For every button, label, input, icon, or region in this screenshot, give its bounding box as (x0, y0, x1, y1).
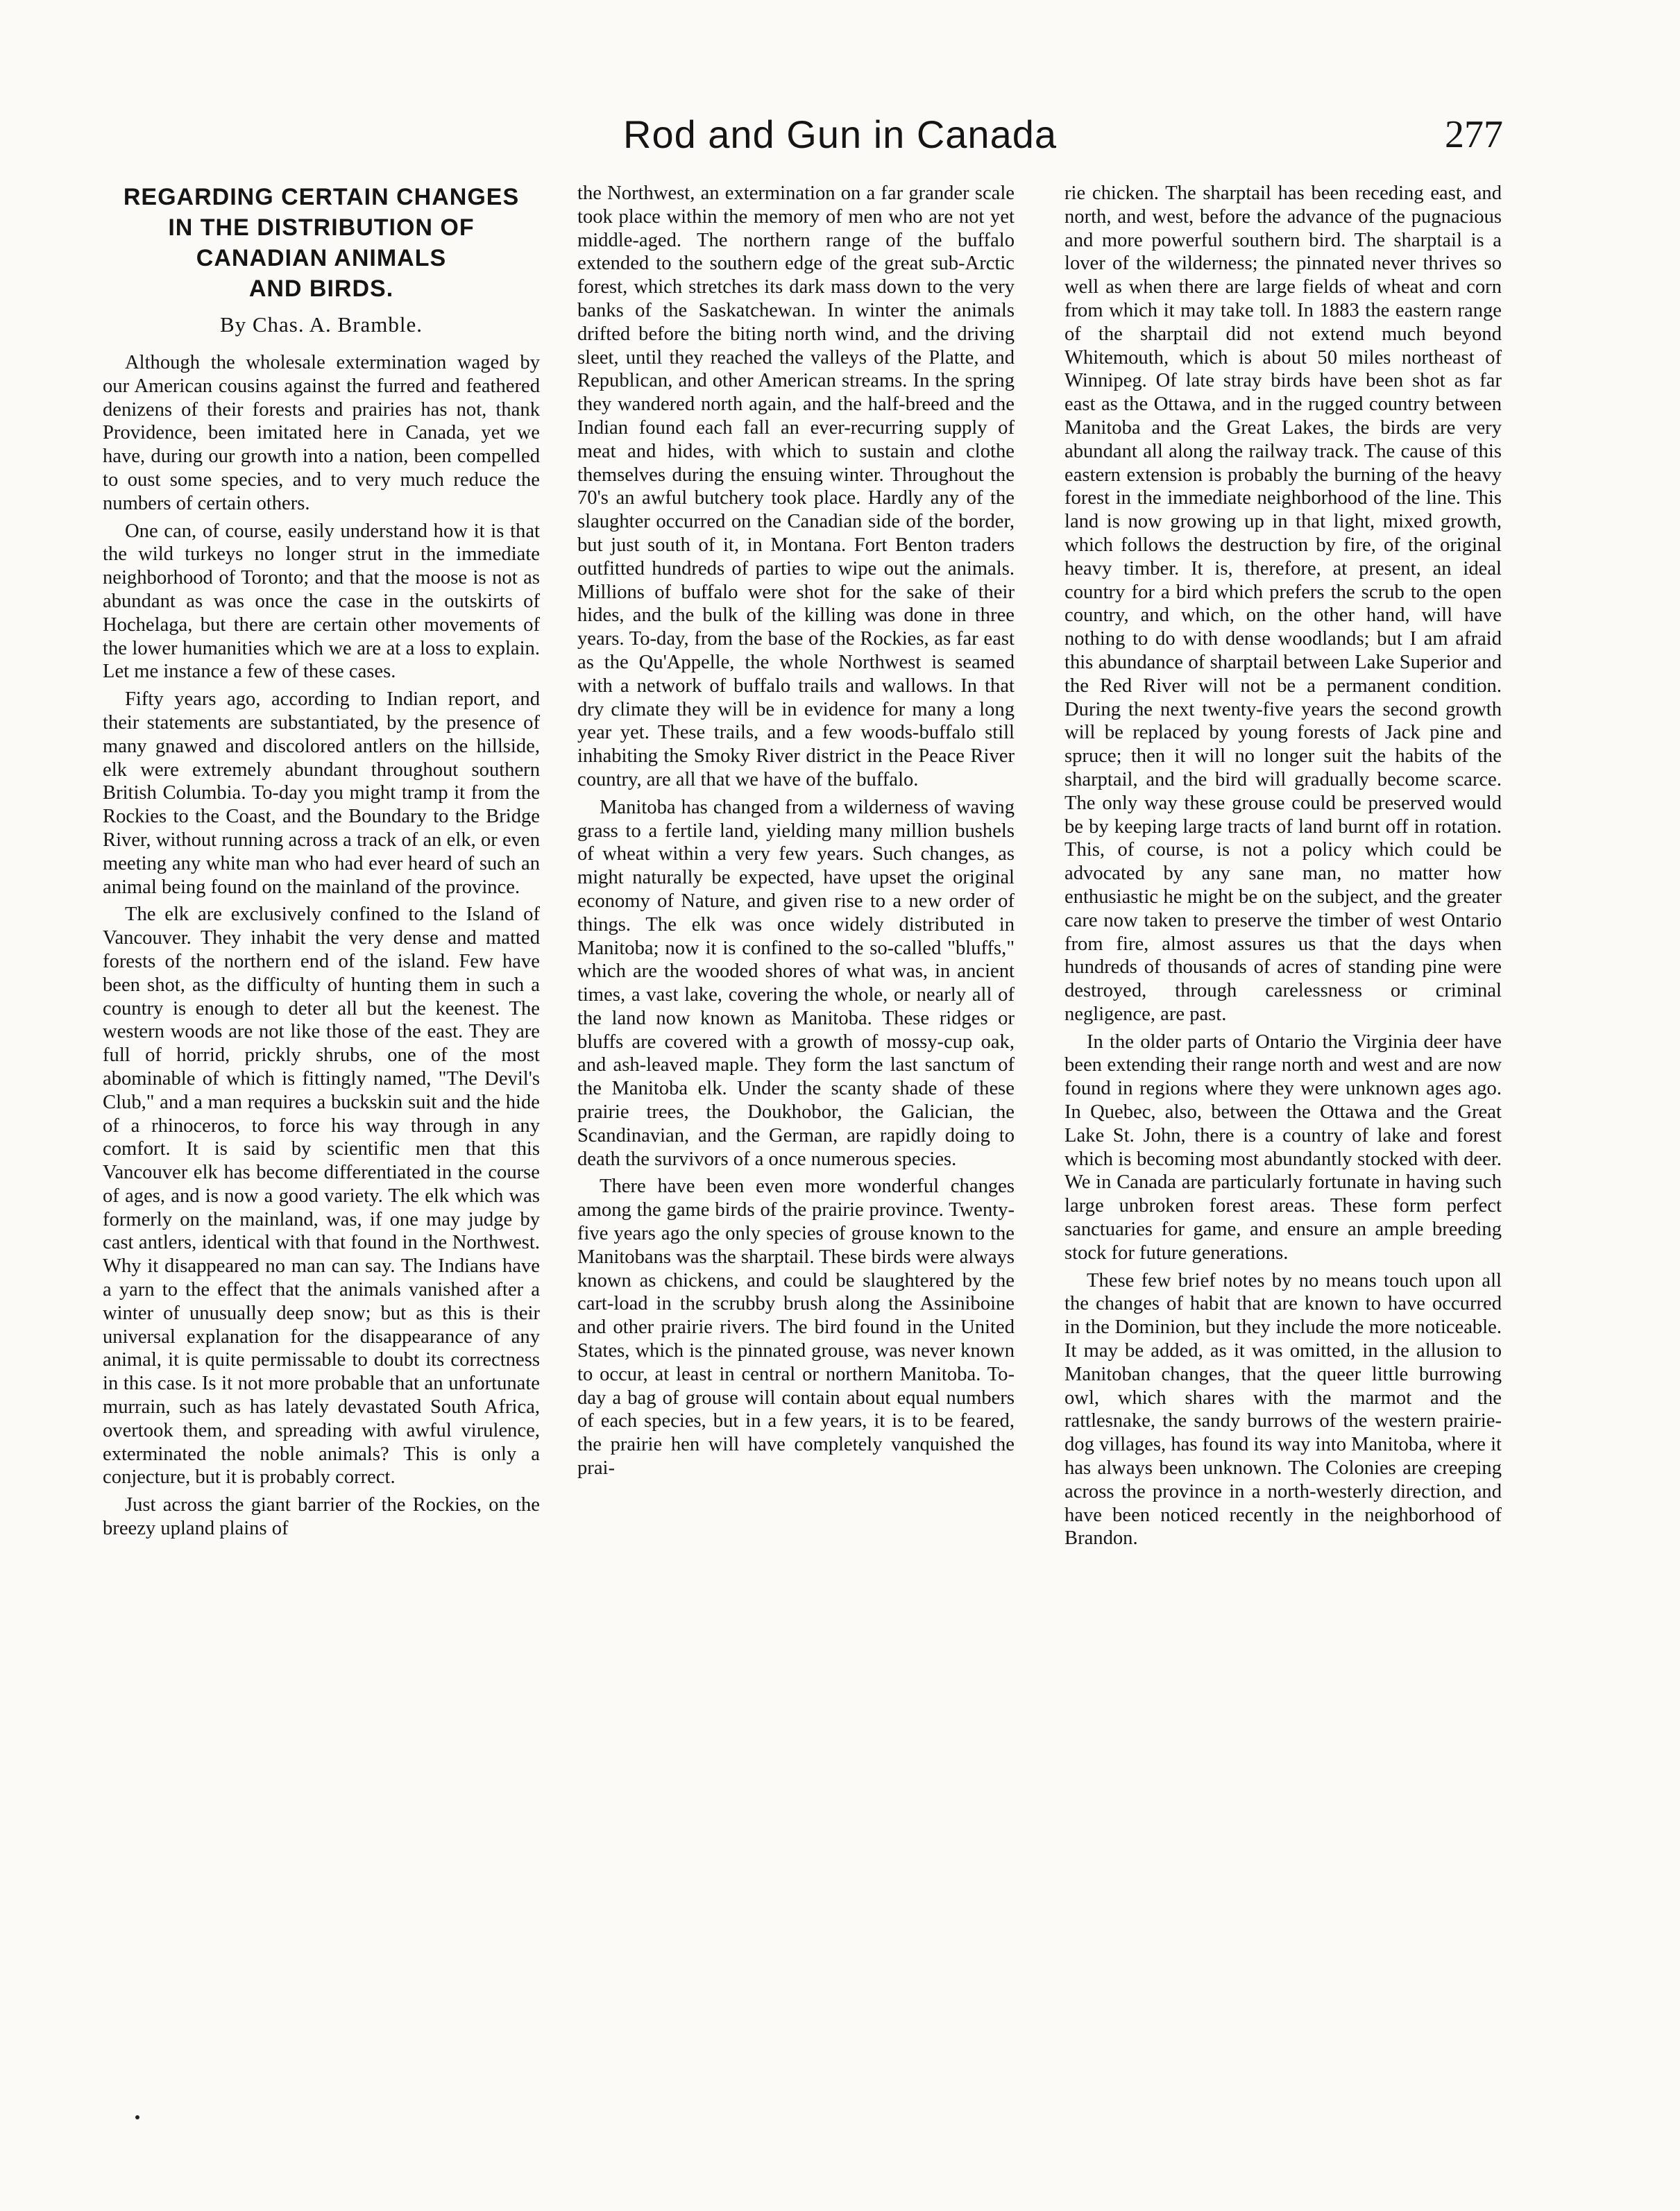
paragraph: Just across the giant barrier of the Rockies, on the breezy upland plains of (103, 1494, 540, 1540)
byline: By Chas. A. Bramble. (219, 312, 423, 337)
paragraph: Fifty years ago, according to Indian report, and their statements are substantiated, by the presence of many gnawed and discolored antlers on the hillside, elk were extremely abundant throughout southern British Columbia. To-day you might tramp it from the Rockies to the Coast, and the Boundary to the Bridge River, without running across a track of an elk, or even meeting any white man who had ever heard of such an animal being found on the mainland of the province. (103, 688, 540, 898)
stray-ink-mark (135, 2115, 139, 2119)
running-title: Rod and Gun in Canada (623, 112, 1057, 156)
column-1 (103, 182, 540, 1545)
paragraph: In the older parts of Ontario the Virginia deer have been extending their range north and west and are now found in regions where they were unknown ages ago. In Quebec, also, between the Ottawa and the Great Lake St. John, there is a country of lake and forest which is becoming most abundantly stocked with deer. We in Canada are particularly fortunate in having such large unbroken forest areas. These form perfect sanctuaries for game, and ensure an ample breeding stock for future generations. (1064, 1031, 1502, 1264)
paragraph: These few brief notes by no means touch upon all the changes of habit that are known to have occurred in the Dominion, but they include the more noticeable. It may be added, as it was omitted, in the allusion to Manitoban changes, that the queer little burrowing owl, which shares with the marmot and the rattlesnake, the sandy burrows of the western prairie-dog villages, has found its way into Manitoba, where it has always been unknown. The Colonies are creeping across the province in a north-westerly direction, and have been noticed recently in the neighborhood of Brandon. (1064, 1269, 1502, 1550)
paragraph: Although the wholesale extermination waged by our American cousins against the furred and feathered denizens of their forests and prairies has not, thank Providence, been imitated here in Canada, yet we have, during our growth into a nation, been compelled to oust some species, and to very much reduce the numbers of certain others. (103, 352, 540, 514)
paragraph: One can, of course, easily understand how it is that the wild turkeys no longer strut in the immediate neighborhood of Toronto; and that the moose is not as abundant as was once the case in the outskirts of Hochelaga, but there are certain other movements of the lower humanities which we are at a loss to explain. Let me instance a few of these cases. (103, 520, 540, 683)
paragraph: The elk are exclusively confined to the Island of Vancouver. They inhabit the very dense and matted forests of the northern end of the island. Few have been shot, as the difficulty of hunting them in such a country is enough to deter all but the keenest. The western woods are not like those of the east. They are full of horrid, prickly shrubs, one of the most abominable of which is fittingly named, "The Devil's Club," and a man requires a buckskin suit and the hide of a rhinoceros, to force his way through in any comfort. It is said by scientific men that this Vancouver elk has become differentiated in the course of ages, and is now a good variety. The elk which was formerly on the mainland, was, if one may judge by cast antlers, identical with that found in the Northwest. Why it disappeared no man can say. The Indians have a yarn to the effect that the animals vanished after a winter of unusually deep snow; but as this is their universal explanation for the disappearance of any animal, it is quite permissable to doubt its correctness in this case. Is it not more probable that an unfortunate murrain, such as has lately devastated South Africa, overtook them, and spreading with awful virulence, exterminated the noble animals? This is only a conjecture, but it is probably correct. (103, 904, 540, 1489)
paragraph: the Northwest, an extermination on a far grander scale took place within the memory of men who are not yet middle-aged. The northern range of the buffalo extended to the southern edge of the great sub-Arctic forest, which stretches its dark mass down to the very banks of the Saskatchewan. In winter the animals drifted before the biting north wind, and the driving sleet, until they reached the valleys of the Platte, and Republican, and other American streams. In the spring they wandered north again, and the half-breed and the Indian found each fall an ever-recurring supply of meat and hides, with which to sustain and clothe themselves during the ensuing winter. Throughout the 70's an awful butchery took place. Hardly any of the slaughter occurred on the Canadian side of the border, but just south of it, in Montana. Fort Benton traders outfitted hundreds of parties to wipe out the animals. Millions of buffalo were shot for the sake of their hides, and the bulk of the killing was done in three years. To-day, from the base of the Rockies, as far east as the Qu'Appelle, the whole Northwest is seamed with a network of buffalo trails and wallows. In that dry climate they will be in evidence for many a long year yet. These trails, and a few woods-buffalo still inhabiting the Smoky River district in the Peace River country, are all that we have of the buffalo. (577, 183, 1015, 790)
article-title: REGARDING CERTAIN CHANGES IN THE DISTRIBUTION OF CANADIAN ANIMALS AND BIRDS. (123, 184, 520, 302)
column-3 (1064, 182, 1502, 1555)
paragraph: There have been even more wonderful changes among the game birds of the prairie province. Twenty-five years ago the only species of grouse known to the Manitobans was the sharptail. These birds were always known as chickens, and could be slaughtered by the cart-load in the scrubby brush along the Assiniboine and other prairie rivers. The bird found in the United States, which is the pinnated grouse, was never known to occur, at least in central or northern Manitoba. To-day a bag of grouse will contain about equal numbers of each species, but in a few years, it is to be feared, the prairie hen will have completely vanquished the prai- (577, 1176, 1015, 1480)
page-number: 277 (1445, 113, 1503, 156)
column-2 (577, 182, 1015, 1484)
paragraph: rie chicken. The sharptail has been receding east, and north, and west, before the advance of the pugnacious and more powerful southern bird. The sharptail is a lover of the wilderness; the pinnated never thrives so well as when there are large fields of wheat and corn from which it may take toll. In 1883 the eastern range of the sharptail did not extend much beyond Whitemouth, which is about 50 miles northeast of Winnipeg. Of late stray birds have been shot as far east as the Ottawa, and in the rugged country between Manitoba and the Great Lakes, the birds are very abundant all along the railway track. The cause of this eastern extension is probably the burning of the heavy forest in the immediate neighborhood of the line. This land is now growing up in that light, mixed growth, which follows the destruction by fire, of the original heavy timber. It is, therefore, at present, an ideal country for a bird which prefers the scrub to the open country, and which, on the other hand, will have nothing to do with dense woodlands; but I am afraid this abundance of sharptail between Lake Superior and the Red River will not be a permanent condition. During the next twenty-five years the second growth will be replaced by young forests of Jack pine and spruce; then it will no longer suit the habits of the sharptail, and the bird will gradually become scarce. The only way these grouse could be preserved would be by keeping large tracts of land burnt off in rotation. This, of course, is not a policy which could be advocated by any sane man, no matter how enthusiastic he might be on the subject, and the greater care now taken to preserve the timber of west Ontario from fire, almost assures us that the days when hundreds of thousands of acres of standing pine were destroyed, through carelessness or criminal negligence, are past. (1064, 183, 1502, 1025)
paragraph: Manitoba has changed from a wilderness of waving grass to a fertile land, yielding many million bushels of wheat within a very few years. Such changes, as might naturally be expected, have upset the original economy of Nature, and given rise to a new order of things. The elk was once widely distributed in Manitoba; now it is confined to the so-called "bluffs," which are the wooded shores of what was, in ancient times, a vast lake, covering the whole, or nearly all of the land now known as Manitoba. These ridges or bluffs are covered with a growth of mossy-cup oak, and ash-leaved maple. They form the last sanctum of the Manitoba elk. Under the scanty shade of these prairie trees, the Doukhobor, the Galician, the Scandinavian, and the German, are rapidly doing to death the survivors of a once numerous species. (577, 796, 1015, 1170)
